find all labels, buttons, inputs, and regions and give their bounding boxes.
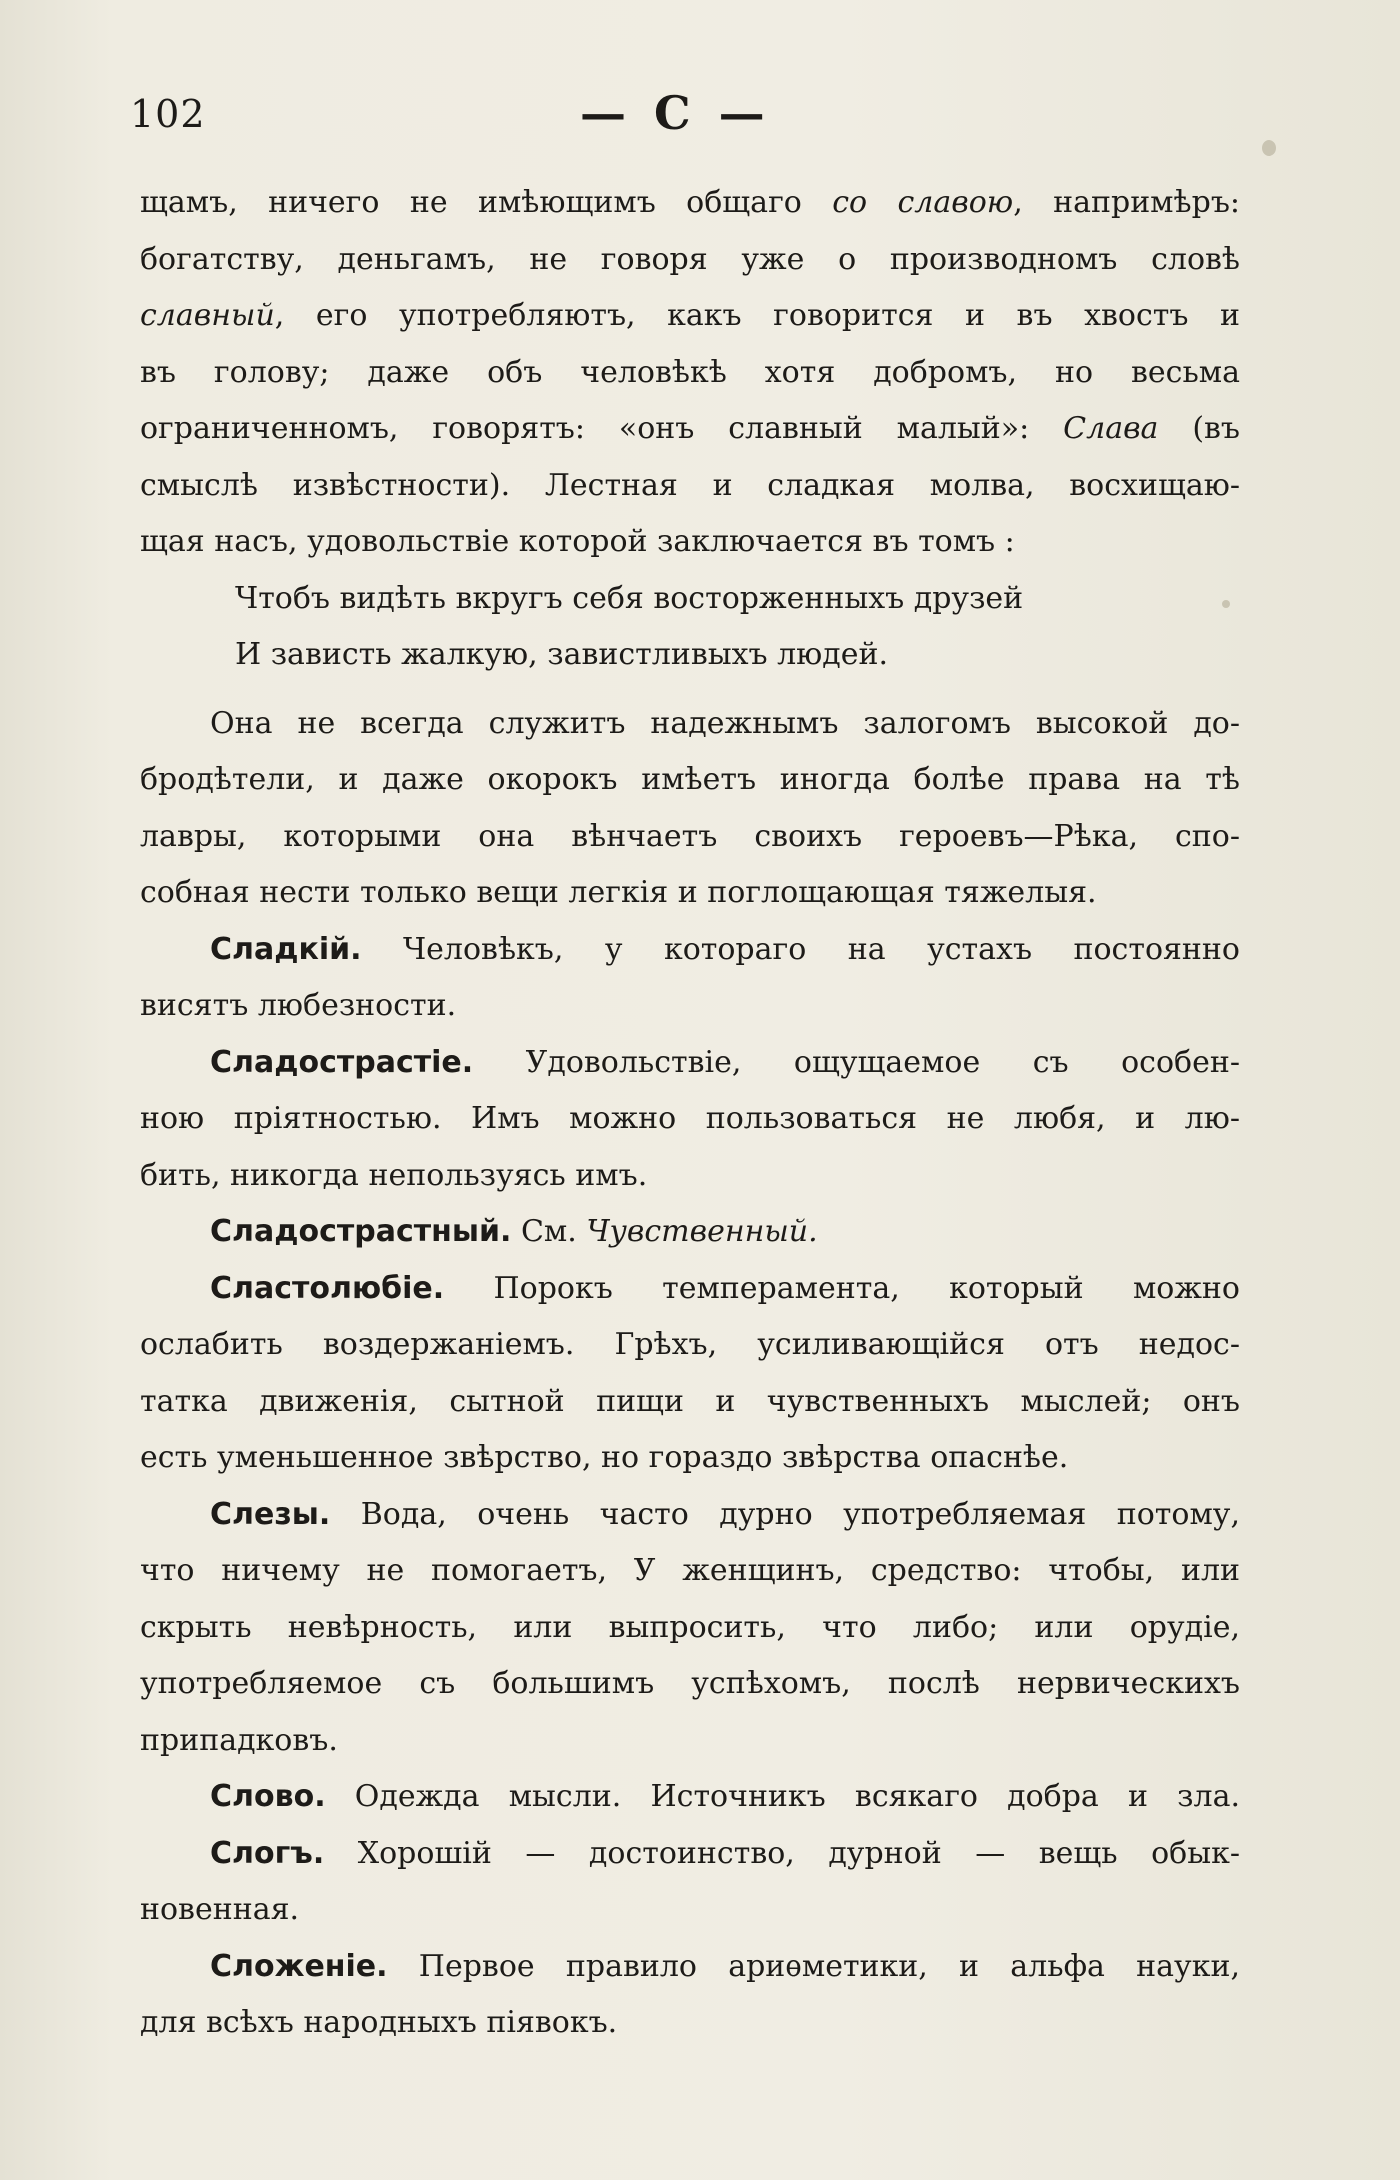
- text-line: [140, 175, 1240, 232]
- entry-headword: Сладострастіе.: [210, 1044, 474, 1080]
- text-line: [140, 288, 1240, 345]
- text-run: бить, никогда непользуясь имъ.: [140, 1157, 648, 1193]
- text-run: татка движенія, сытной пищи и чувственныхъ мыслей; онъ: [140, 1383, 1240, 1419]
- verse-line: [140, 571, 1240, 628]
- text-run: скрыть невѣрность, или выпросить, что либо; или орудіе,: [140, 1609, 1240, 1645]
- text-line: [140, 1826, 1240, 1883]
- entry-headword: Сластолюбіе.: [210, 1270, 445, 1306]
- text-run: щая насъ, удовольствіе которой заключается въ томъ :: [140, 524, 1015, 559]
- entry-headword: Сладкій.: [210, 931, 362, 967]
- text-line: [140, 1035, 1240, 1092]
- text-run: Чтобъ видѣть вкругъ себя восторженныхъ друзей: [235, 580, 1024, 616]
- text-line: [140, 752, 1240, 809]
- page-number: 102: [130, 92, 206, 136]
- text-line: [140, 1713, 1240, 1770]
- italic-text: славный: [140, 298, 275, 333]
- text-line: [140, 1995, 1240, 2052]
- entry-headword: Сладострастный.: [210, 1214, 512, 1249]
- text-run: См.: [511, 1214, 587, 1249]
- text-run: ною пріятностью. Имъ можно пользоваться не любя, и лю-: [140, 1101, 1240, 1136]
- text-line: [140, 1148, 1240, 1205]
- text-run: висятъ любезности.: [140, 988, 457, 1023]
- text-run: собная нести только вещи легкія и поглощающая тяжелыя.: [140, 875, 1097, 910]
- text-run: , напримѣръ:: [1013, 185, 1241, 220]
- text-line: [140, 1430, 1240, 1487]
- italic-text: Слава: [1063, 411, 1159, 446]
- paper-stain: [1262, 140, 1276, 156]
- page-header: [130, 86, 1260, 152]
- entry-headword: Слезы.: [210, 1496, 331, 1532]
- text-run: Она не всегда служитъ надежнымъ залогомъ высокой до-: [210, 705, 1240, 741]
- text-run: припадковъ.: [140, 1722, 338, 1758]
- text-line: [140, 865, 1240, 922]
- text-run: Удовольствіе, ощущаемое съ особен-: [473, 1044, 1240, 1080]
- text-line: [140, 922, 1240, 979]
- text-run: смыслѣ извѣстности). Лестная и сладкая молва, восхищаю-: [140, 467, 1240, 503]
- verse-line: [140, 627, 1240, 684]
- text-line: [140, 1600, 1240, 1657]
- text-run: лавры, которыми она вѣнчаетъ своихъ героевъ—Рѣка, спо-: [140, 818, 1240, 854]
- text-run: И зависть жалкую, завистливыхъ людей.: [235, 637, 889, 672]
- text-line: [140, 1656, 1240, 1713]
- text-run: употребляемое съ большимъ успѣхомъ, послѣ нервическихъ: [140, 1666, 1240, 1701]
- text-run: въ голову; даже объ человѣкѣ хотя добромъ, но весьма: [140, 354, 1240, 390]
- text-line: [140, 1317, 1240, 1374]
- text-run: Порокъ темперамента, который можно: [444, 1270, 1240, 1306]
- text-run: Человѣкъ, у котораго на устахъ постоянно: [361, 931, 1240, 967]
- entry-headword: Слово.: [210, 1779, 326, 1814]
- text-run: Одежда мысли. Источникъ всякаго добра и зла.: [325, 1779, 1240, 1814]
- text-line: [140, 1769, 1240, 1826]
- text-line: [140, 401, 1240, 458]
- text-line: [140, 1261, 1240, 1318]
- paragraph-gap: [140, 684, 1240, 696]
- text-run: для всѣхъ народныхъ піявокъ.: [140, 2005, 618, 2040]
- text-line: [140, 232, 1240, 289]
- text-run: бродѣтели, и даже окорокъ имѣетъ иногда болѣе права на тѣ: [140, 762, 1240, 797]
- text-run: ослабить воздержаніемъ. Грѣхъ, усиливающійся отъ недос-: [140, 1327, 1240, 1362]
- text-run: , его употребляютъ, какъ говорится и въ хвостъ и: [274, 298, 1240, 333]
- text-line: [140, 1882, 1240, 1939]
- text-run: богатству, деньгамъ, не говоря уже о производномъ словѣ: [140, 241, 1240, 277]
- text-line: [140, 458, 1240, 515]
- text-run: ограниченномъ, говорятъ: «онъ славный малый»:: [140, 411, 1064, 446]
- text-line: [140, 1374, 1240, 1431]
- text-run: что ничему не помогаетъ, У женщинъ, средство: чтобы, или: [140, 1553, 1240, 1588]
- text-run: новенная.: [140, 1892, 300, 1927]
- italic-text: со славою: [832, 185, 1014, 220]
- text-run: Первое правило ариѳметики, и альфа науки,: [387, 1948, 1240, 1984]
- text-line: [140, 514, 1240, 571]
- text-line: [140, 1939, 1240, 1996]
- text-run: Вода, очень часто дурно употребляемая потому,: [330, 1496, 1240, 1532]
- text-line: [140, 978, 1240, 1035]
- entry-headword: Сложеніе.: [210, 1948, 388, 1984]
- text-line: [140, 345, 1240, 402]
- text-run: Хорошій — достоинство, дурной — вещь обык-: [324, 1835, 1240, 1871]
- text-run: есть уменьшенное звѣрство, но гораздо звѣрства опаснѣе.: [140, 1440, 1069, 1475]
- entry-headword: Слогъ.: [210, 1835, 325, 1871]
- dictionary-text: [140, 175, 1240, 2052]
- text-run: (въ: [1158, 411, 1241, 446]
- text-run: щамъ, ничего не имѣющимъ общаго: [140, 185, 833, 220]
- running-head: — С —: [580, 86, 771, 140]
- text-line: [140, 696, 1240, 753]
- text-line: [140, 1543, 1240, 1600]
- italic-text: Чувственный.: [586, 1214, 818, 1249]
- text-line: [140, 1204, 1240, 1261]
- text-line: [140, 1487, 1240, 1544]
- text-line: [140, 1091, 1240, 1148]
- text-line: [140, 809, 1240, 866]
